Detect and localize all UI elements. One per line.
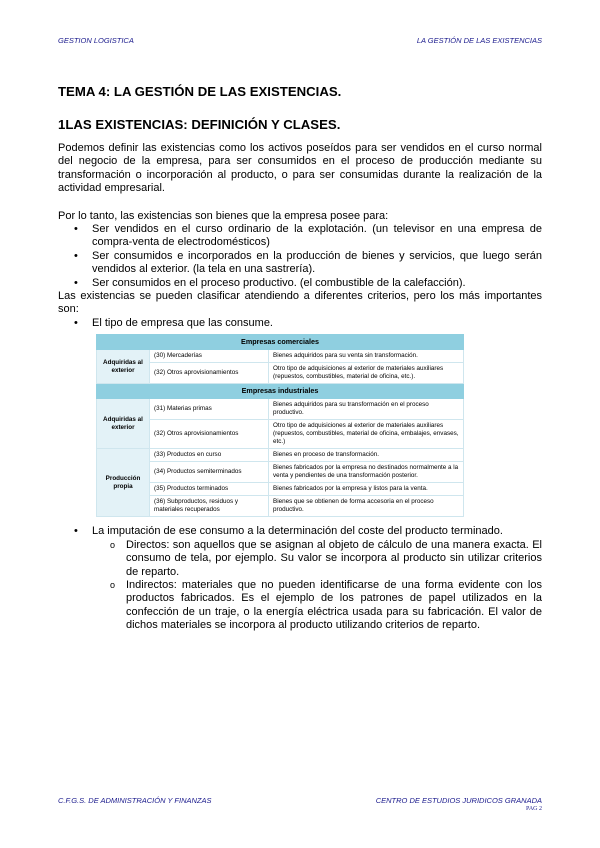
table-row (97, 462, 464, 483)
table-cell: (35) Productos terminados (150, 483, 269, 496)
table-cell: Bienes adquiridos para su venta sin transformación. (269, 350, 464, 363)
table-row (97, 420, 464, 449)
list-item-text: La imputación de ese consumo a la determinación del coste del producto terminado. (92, 525, 503, 538)
paragraph-definition: Podemos definir las existencias como los activos poseídos para ser vendidos en el curso normal del negocio de la empresa, para ser consumidos en el proceso de producción mediante su transformación o incorporación al producto, o para ser consumidas durante la realización de la actividad empresarial. (58, 142, 542, 195)
table-cell: (32) Otros aprovisionamientos (150, 420, 269, 449)
table-cell: Bienes fabricados por la empresa no destinados normalmente a la venta y pendientes de una transformación posterior. (269, 462, 464, 483)
criteria-list-1 (58, 317, 542, 330)
table-cell: Otro tipo de adquisiciones al exterior de materiales auxiliares (repuestos, combustibles, material de oficina, etc.). (269, 363, 464, 384)
table-row (97, 363, 464, 384)
sub-list-item: o Directos: son aquellos que se asignan al objeto de cálculo de una manera exacta. El consumo de tela, por ejemplo. Su valor se incorpora al producto sin utilizar criterios de reparto. (126, 539, 542, 579)
list-item: • Ser consumidos e incorporados en la producción de bienes y servicios, que luego serán vendidos al exterior. (la tela en una sastrería). (92, 250, 542, 277)
section-header-industrial: Empresas industriales (97, 384, 464, 399)
table-cell: (33) Productos en curso (150, 449, 269, 462)
footer-right: CENTRO DE ESTUDIOS JURIDICOS GRANADA (375, 796, 542, 805)
group-label: Producción propia (97, 449, 150, 517)
table-row (97, 483, 464, 496)
purpose-list (58, 223, 542, 290)
page-content (58, 84, 542, 633)
group-label: Adquiridas al exterior (97, 350, 150, 384)
table-cell: Bienes adquiridos para su transformación en el proceso productivo. (269, 399, 464, 420)
group-label: Adquiridas al exterior (97, 399, 150, 449)
table-cell: Bienes en proceso de transformación. (269, 449, 464, 462)
criteria-list-2 (58, 525, 542, 632)
table-cell: Otro tipo de adquisiciones al exterior de materiales auxiliares (repuestos, combustibles, material de oficina, embalajes, envases, etc.) (269, 420, 464, 449)
cost-type-list (92, 539, 542, 633)
table-cell: Bienes que se obtienen de forma accesoria en el proceso productivo. (269, 496, 464, 517)
classification-table-wrap (96, 334, 464, 517)
table-cell: (36) Subproductos, residuos y materiales recuperados (150, 496, 269, 517)
table-cell: Bienes fabricados por la empresa y listos para la venta. (269, 483, 464, 496)
table-row (97, 449, 464, 462)
page-number: PAG 2 (526, 806, 542, 812)
paragraph-intro: Por lo tanto, las existencias son bienes que la empresa posee para: (58, 209, 389, 222)
table-row (97, 496, 464, 517)
header-left: GESTION LOGISTICA (58, 36, 134, 45)
section-header-commercial: Empresas comerciales (97, 335, 464, 350)
table-row (97, 350, 464, 363)
sub-list-item: o Indirectos: materiales que no pueden identificarse de una forma evidente con los productos fabricados. Es el ejemplo de los patrones de papel utilizados en la confección de un traje, o la energía eléctrica usada para su fabricación. El valor de dichos materiales se incorpora al producto utilizando criterios de reparto. (126, 579, 542, 633)
table-row (97, 399, 464, 420)
table-cell: (30) Mercaderías (150, 350, 269, 363)
list-item: • Ser consumidos en el proceso productivo. (el combustible de la calefacción). (92, 277, 542, 290)
table-cell: (32) Otros aprovisionamientos (150, 363, 269, 384)
list-item: • El tipo de empresa que las consume. (92, 317, 542, 330)
list-item: • Ser vendidos en el curso ordinario de la explotación. (un televisor en una empresa de compra-venta de electrodomésticos) (92, 223, 542, 250)
section-title: 1LAS EXISTENCIAS: DEFINICIÓN Y CLASES. (58, 117, 341, 132)
classification-table (96, 334, 464, 517)
table-cell: (34) Productos semiterminados (150, 462, 269, 483)
paragraph-criteria: Las existencias se pueden clasificar atendiendo a diferentes criterios, pero los más importantes son: (58, 290, 542, 316)
page-title: TEMA 4: LA GESTIÓN DE LAS EXISTENCIAS. (58, 84, 342, 99)
header-right: LA GESTIÓN DE LAS EXISTENCIAS (416, 36, 542, 45)
footer-left: C.F.G.S. DE ADMINISTRACIÓN Y FINANZAS (58, 796, 212, 805)
table-cell: (31) Materias primas (150, 399, 269, 420)
list-item (92, 525, 542, 632)
